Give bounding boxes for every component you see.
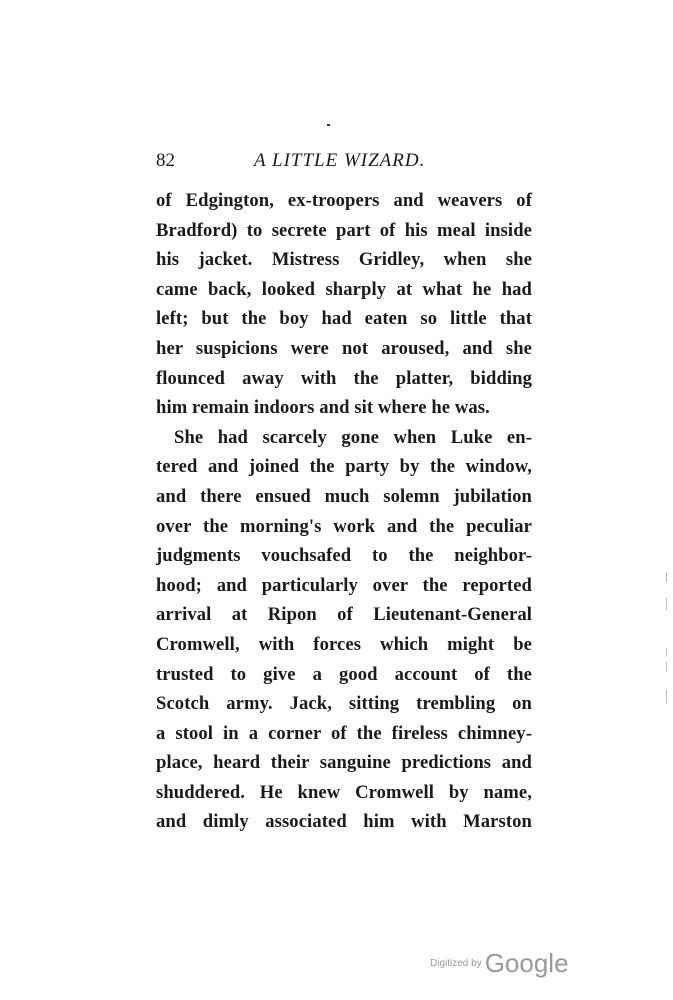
margin-mark — [666, 690, 667, 704]
page-number: 82 — [156, 150, 175, 171]
text-line: hood; and particularly over the reported — [156, 574, 532, 596]
text-line: over the morning's work and the peculiar — [156, 515, 532, 537]
running-title: A LITTLE WIZARD. — [254, 150, 426, 171]
text-line: her suspicions were not aroused, and she — [156, 337, 532, 359]
text-line: shuddered. He knew Cromwell by name, — [156, 781, 532, 803]
body-text — [156, 186, 532, 837]
text-line: Cromwell, with forces which might be — [156, 633, 532, 655]
text-line: flounced away with the platter, bidding — [156, 367, 532, 389]
text-line: She had scarcely gone when Luke en- — [174, 426, 532, 448]
page-header — [156, 150, 536, 174]
margin-mark — [666, 572, 667, 582]
text-line: Scotch army. Jack, sitting trembling on — [156, 693, 532, 715]
watermark-brand: Google — [484, 948, 569, 978]
text-line: trusted to give a good account of the — [156, 663, 532, 685]
paragraph-1 — [156, 186, 532, 423]
text-line: Bradford) to secrete part of his meal inside — [156, 219, 532, 241]
text-line: tered and joined the party by the window, — [156, 456, 532, 478]
ink-speck — [327, 124, 330, 126]
margin-mark — [666, 648, 667, 656]
text-line: place, heard their sanguine predictions and — [156, 752, 532, 774]
text-line: a stool in a corner of the fireless chimney- — [156, 722, 532, 744]
text-line: his jacket. Mistress Gridley, when she — [156, 249, 532, 271]
margin-mark — [666, 598, 667, 610]
digitized-watermark — [430, 948, 569, 979]
text-line: judgments vouchsafed to the neighbor- — [156, 545, 532, 567]
text-line: arrival at Ripon of Lieutenant-General — [156, 604, 532, 626]
text-line: and there ensued much solemn jubilation — [156, 485, 532, 507]
watermark-prefix: Digitized by — [430, 958, 482, 969]
margin-mark — [666, 662, 667, 672]
text-line: left; but the boy had eaten so little that — [156, 308, 532, 330]
text-line: him remain indoors and sit where he was. — [156, 397, 490, 419]
text-line: and dimly associated him with Marston — [156, 811, 532, 833]
text-line: came back, looked sharply at what he had — [156, 278, 532, 300]
text-line: of Edgington, ex-troopers and weavers of — [156, 190, 532, 211]
paragraph-2 — [156, 423, 532, 837]
